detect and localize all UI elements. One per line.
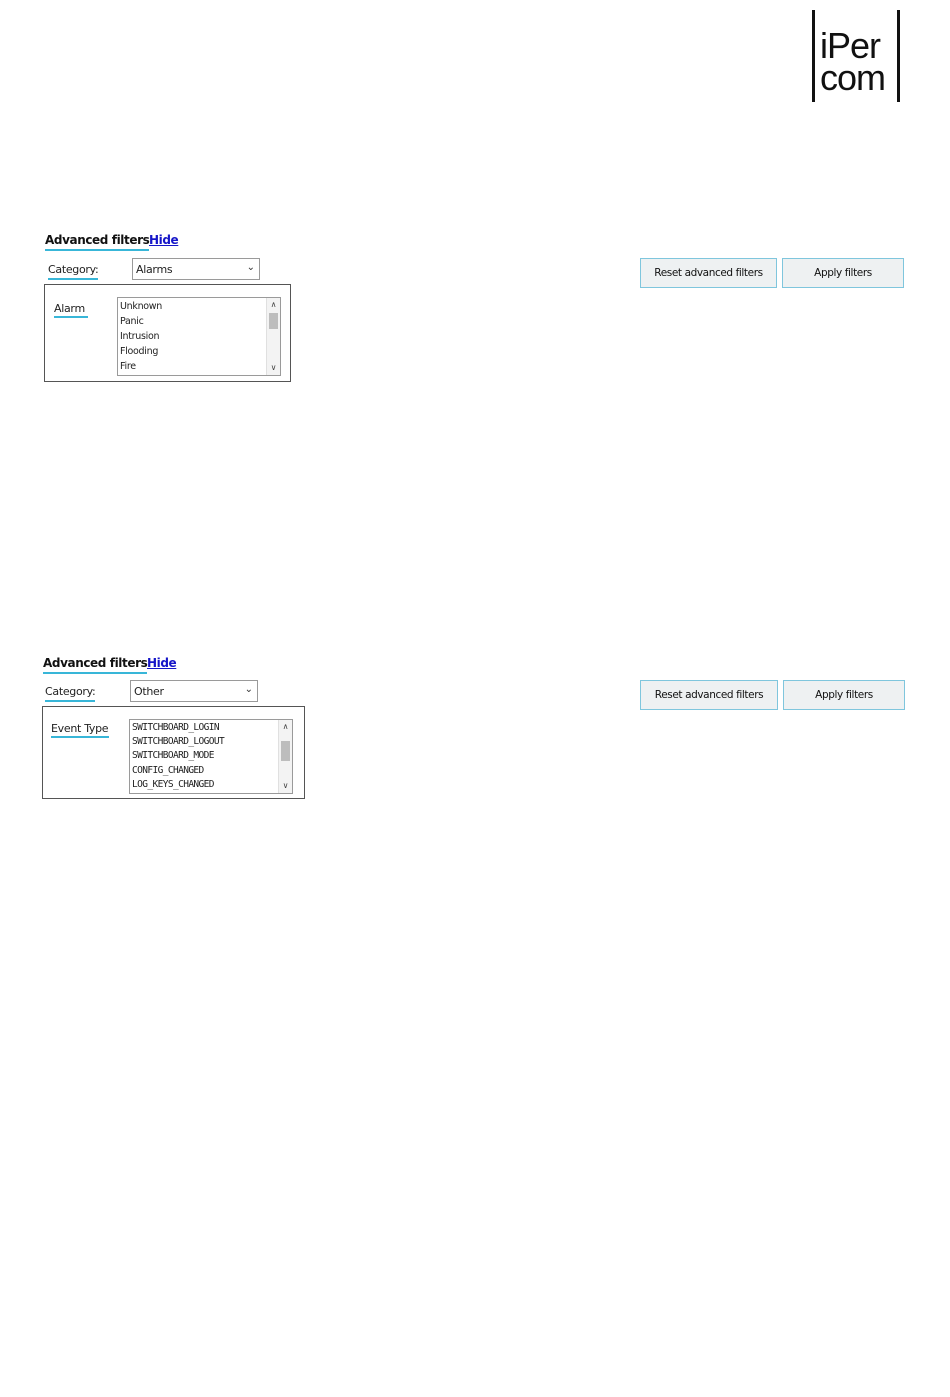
reset-advanced-filters-button[interactable]: Reset advanced filters — [640, 680, 778, 710]
advanced-filters-title: Advanced filters — [45, 233, 149, 251]
event-type-listbox[interactable] — [129, 719, 293, 794]
list-item[interactable]: LOG_KEYS_CHANGED — [132, 779, 214, 790]
list-item[interactable]: Flooding — [120, 346, 159, 357]
logo-left-bar — [812, 10, 815, 102]
reset-advanced-filters-button[interactable]: Reset advanced filters — [640, 258, 777, 288]
scroll-down-arrow-icon[interactable]: ∨ — [282, 781, 289, 790]
category-select[interactable] — [130, 680, 258, 702]
list-item[interactable]: Unknown — [120, 301, 162, 312]
list-item[interactable]: Fire — [120, 361, 136, 372]
list-item[interactable]: SWITCHBOARD_LOGOUT — [132, 736, 225, 747]
category-label: Category: — [45, 685, 95, 702]
scrollbar-thumb[interactable] — [281, 741, 290, 761]
ipercom-logo — [810, 10, 902, 102]
list-item[interactable]: Panic — [120, 316, 144, 327]
category-select[interactable] — [132, 258, 260, 280]
category-select-value: Other — [134, 685, 164, 698]
advanced-filters-title: Advanced filters — [43, 656, 147, 674]
scroll-up-arrow-icon[interactable]: ∧ — [282, 722, 289, 731]
listbox-scrollbar[interactable] — [278, 720, 292, 793]
chevron-down-icon: ⌄ — [244, 684, 253, 695]
event-type-group-label: Event Type — [51, 722, 109, 738]
scrollbar-thumb[interactable] — [269, 313, 278, 329]
list-item[interactable]: Intrusion — [120, 331, 160, 342]
hide-link[interactable]: Hide — [149, 233, 179, 247]
list-item[interactable]: SWITCHBOARD_MODE — [132, 750, 214, 761]
alarm-type-listbox[interactable] — [117, 297, 281, 376]
apply-filters-button[interactable]: Apply filters — [782, 258, 904, 288]
chevron-down-icon: ⌄ — [246, 262, 255, 273]
logo-right-bar — [897, 10, 900, 102]
alarm-filter-group — [44, 284, 291, 382]
apply-filters-button[interactable]: Apply filters — [783, 680, 905, 710]
scroll-up-arrow-icon[interactable]: ∧ — [270, 300, 277, 309]
scroll-down-arrow-icon[interactable]: ∨ — [270, 363, 277, 372]
logo-text-line1: iPer — [820, 25, 881, 66]
category-select-value: Alarms — [136, 263, 173, 276]
logo-text-line2: com — [820, 57, 886, 98]
alarm-group-label: Alarm — [54, 302, 88, 318]
category-label: Category: — [48, 263, 98, 280]
listbox-scrollbar[interactable] — [266, 298, 280, 375]
list-item[interactable]: SWITCHBOARD_LOGIN — [132, 722, 220, 733]
hide-link[interactable]: Hide — [147, 656, 177, 670]
list-item[interactable]: CONFIG_CHANGED — [132, 765, 204, 776]
event-type-filter-group — [42, 706, 305, 799]
